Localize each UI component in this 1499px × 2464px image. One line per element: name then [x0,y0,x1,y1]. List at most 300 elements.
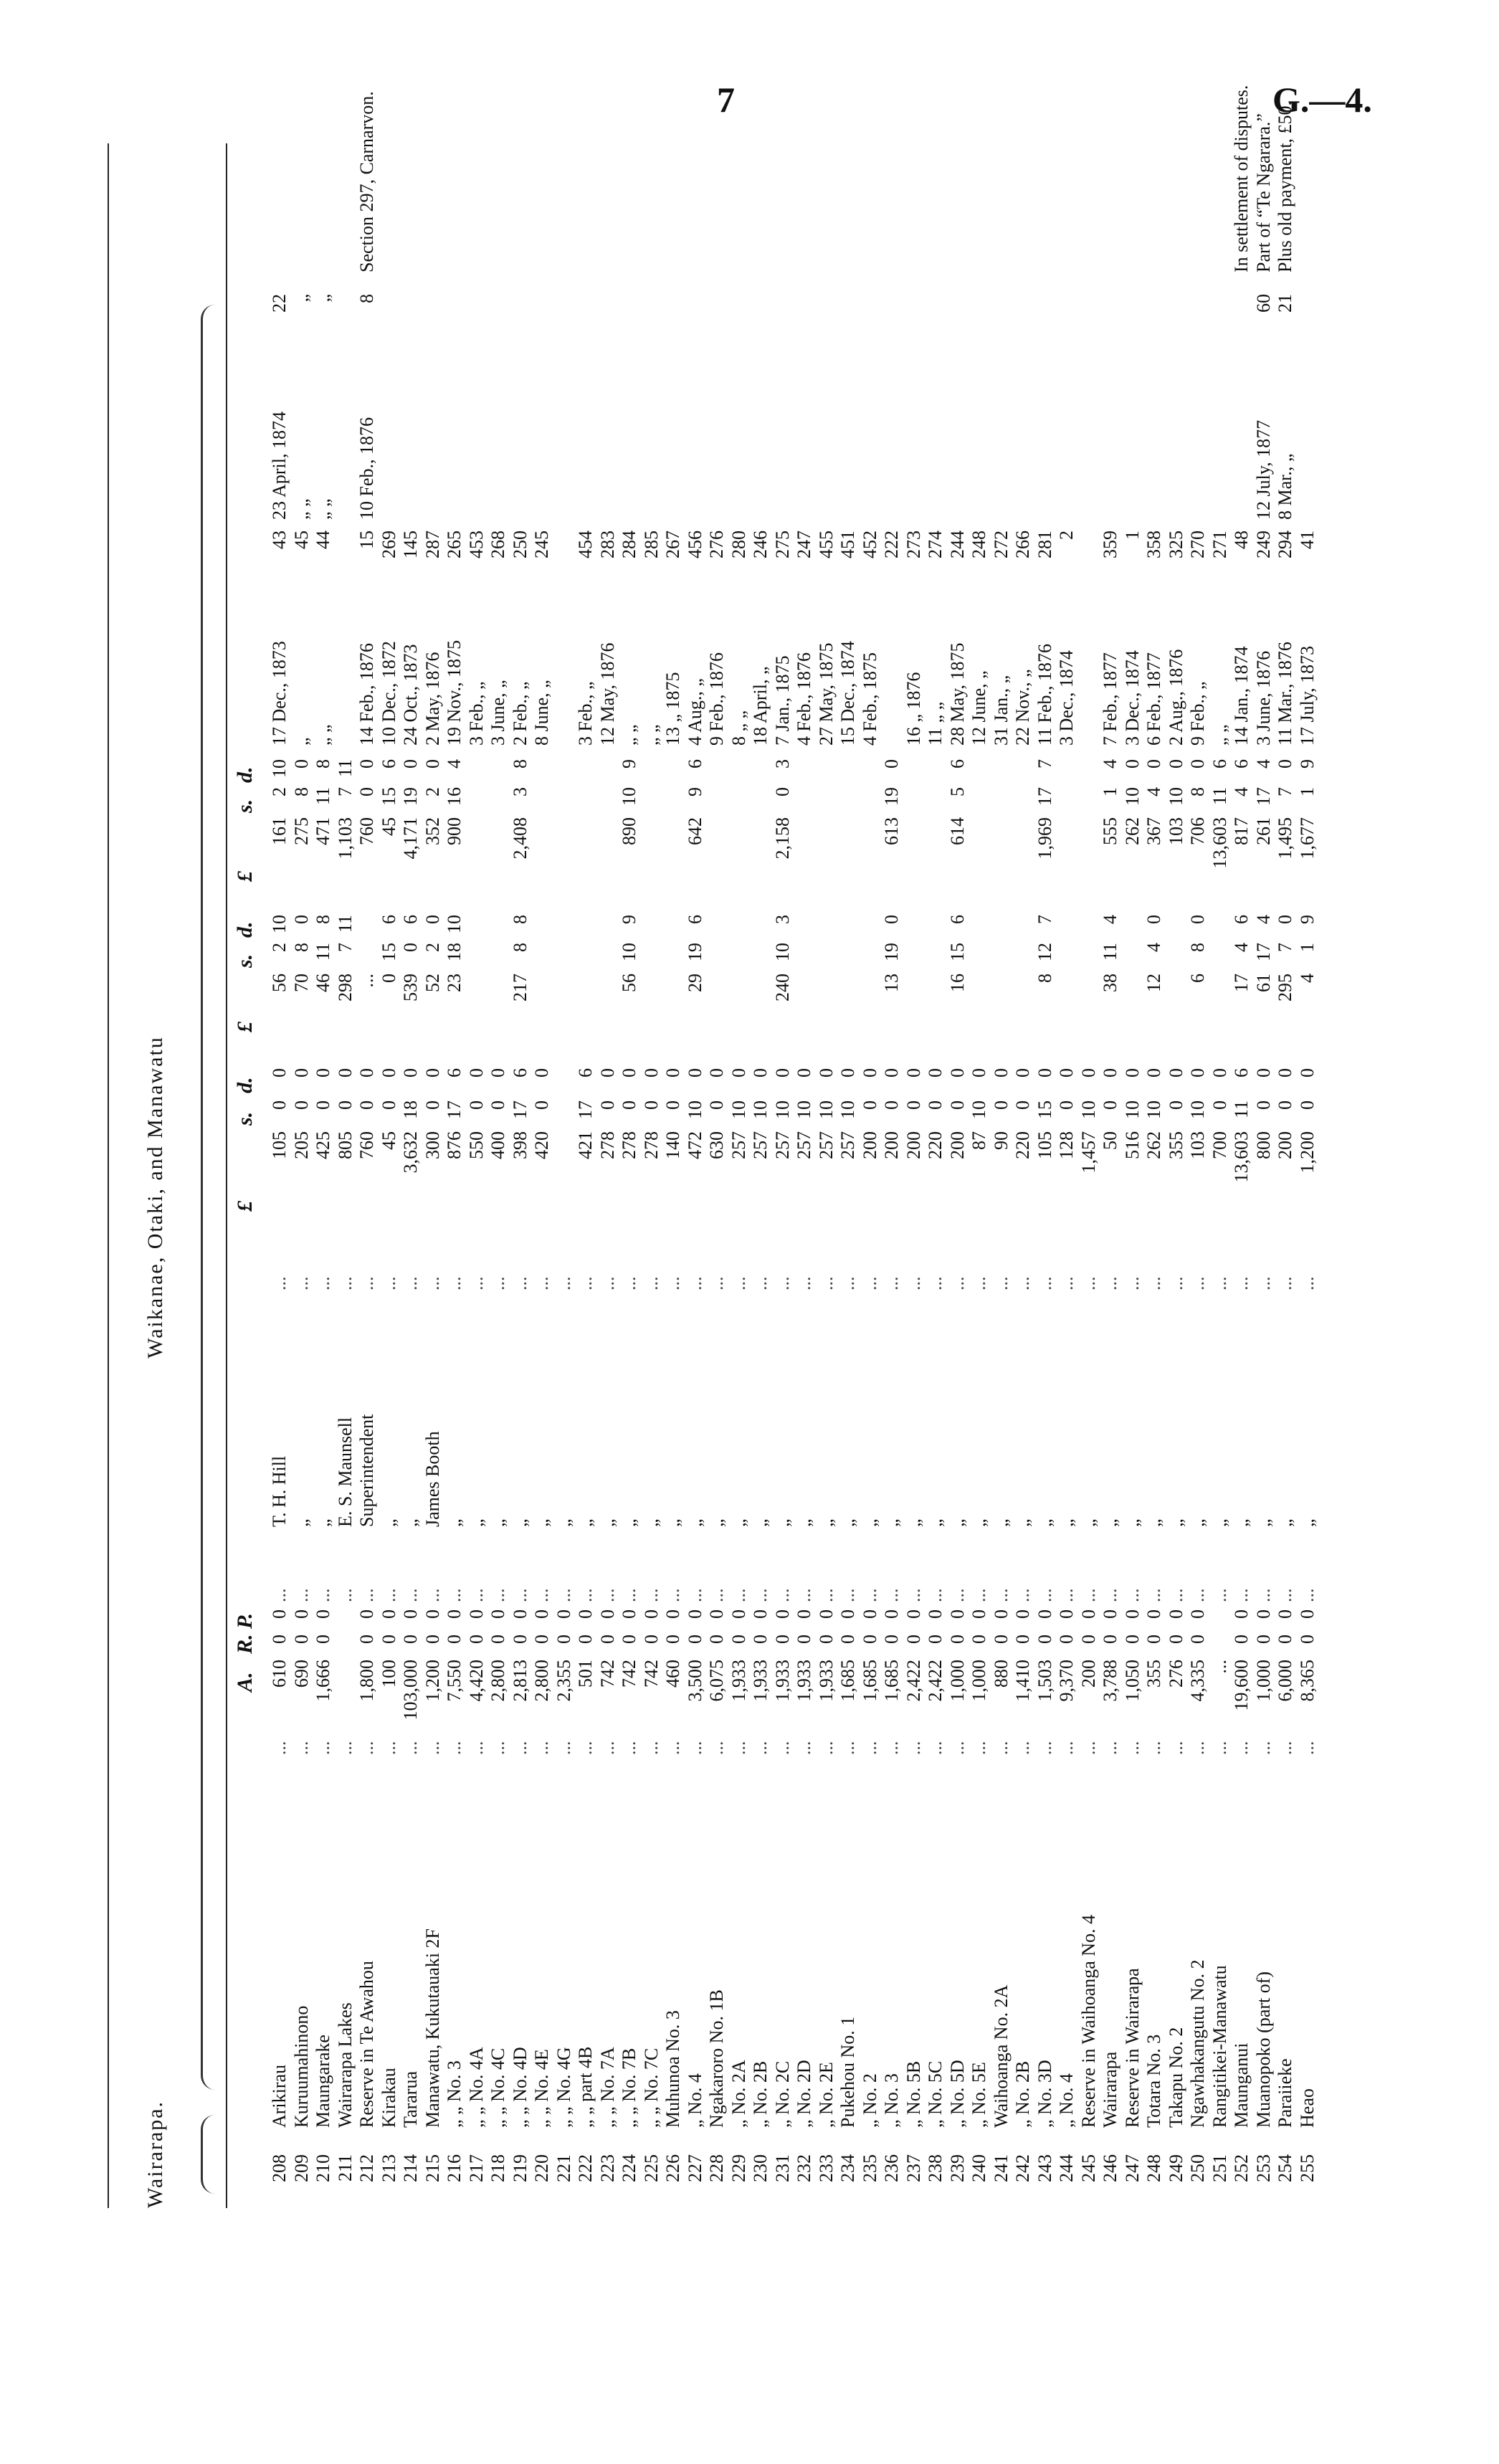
voucher-number: 246 [750,531,771,558]
payment-date: 6 Feb., 1877 [1143,652,1164,746]
leader-dots: ... [1143,1588,1164,1602]
paid-shillings: 10 [1165,787,1186,806]
area-roods [335,1635,356,1656]
leader-dots: ... [946,1276,968,1290]
price-pence: 0 [794,1068,814,1078]
table-row [772,143,794,2208]
payment-date: 18 April, „ [750,666,771,746]
paid-pence: 0 [1187,759,1208,769]
area-perches: 0 [794,1609,814,1619]
table-row [794,143,815,2208]
column-heads [233,143,262,2208]
group-label-wairarapa: Wairarapa. [143,2101,167,2208]
advance-pence: 8 [509,915,530,924]
agent-name: „ [509,1518,530,1527]
area-perches: 0 [969,1609,989,1619]
block-name: „ No. 2B [750,2060,771,2128]
paid-pounds [662,817,684,903]
paid-pounds [816,817,837,903]
certificate-number [1122,294,1143,330]
table-row [1252,113,1275,2208]
area-perches: 0 [575,1609,596,1619]
price-pence: 0 [400,1068,421,1078]
certificate-number [400,294,422,330]
area-perches: 0 [750,1609,771,1619]
agent-name: „ [684,1518,705,1527]
leader-dots: ... [1121,1588,1143,1602]
area-acres: 1,200 [422,1660,443,1702]
price-shillings: 18 [400,1100,421,1119]
agent-name: „ [815,1518,837,1527]
leader-dots: ... [1100,1588,1120,1602]
leader-dots: ... [815,1741,837,1755]
advance-pence: 0 [1187,915,1208,924]
voucher-number: 275 [771,531,793,558]
voucher-number: 274 [925,531,946,558]
advance-shillings [1166,943,1187,971]
block-name: Reserve in Wairarapa [1121,1968,1143,2128]
certificate-date [881,333,903,520]
paid-pounds: 1,677 [1296,817,1318,860]
paid-shillings: 17 [1252,787,1274,806]
leader-dots: ... [1275,1588,1295,1602]
certificate-number [466,294,487,330]
area-acres: 2,813 [509,1660,530,1702]
leader-dots: ... [990,1741,1012,1755]
table-row [816,143,837,2208]
agent-name: „ [1231,1518,1252,1527]
advance-shillings [969,943,990,971]
area-roods: 0 [553,1635,574,1644]
agent-name: „ [859,1518,880,1527]
payment-date: 4 Aug., „ [684,678,705,746]
row-number: 244 [1056,2154,1077,2182]
advance-pence [860,915,881,941]
price-shillings: 0 [662,1100,683,1110]
certificate-number [553,294,575,330]
advance-pence: 9 [1296,915,1318,924]
area-acres: 1,503 [1034,1660,1055,1702]
leader-dots: ... [815,1276,837,1290]
leader-dots: ... [969,1588,989,1602]
area-roods: 0 [509,1635,530,1644]
paid-pounds: 817 [1231,817,1252,845]
paid-shillings: 4 [1143,787,1164,796]
certificate-number [685,294,706,330]
price-pounds: 278 [619,1131,639,1159]
row-number: 233 [815,2154,837,2182]
agent-name: „ [1012,1518,1033,1527]
payment-date [1078,581,1100,746]
row-number: 250 [1187,2154,1208,2182]
paid-pounds: 642 [684,817,705,845]
area-perches [335,1609,356,1631]
table-row [422,143,444,2208]
price-pounds: 1,457 [1077,1131,1099,1174]
advance-pounds [860,974,881,1052]
paid-pounds: 890 [619,817,639,845]
payment-date: 31 Jan., „ [990,675,1012,746]
block-name: Ngawhakangutu No. 2 [1187,1959,1208,2128]
payment-date: 28 May, 1875 [946,642,968,746]
area-roods: 0 [706,1635,727,1644]
price-shillings: 10 [771,1100,793,1119]
agent-name: „ [290,1518,312,1527]
area-roods: 0 [684,1635,705,1644]
table-row [291,143,313,2208]
price-pence: 0 [728,1068,749,1078]
advance-shillings [1209,943,1231,971]
advance-pounds [1209,974,1231,1052]
agent-name: „ [400,1518,421,1527]
payment-date: 11 Mar., 1876 [1275,642,1295,746]
area-roods: 0 [1187,1635,1208,1644]
advance-pounds [1166,974,1187,1052]
leader-dots: ... [1012,1741,1033,1755]
remarks [575,0,596,272]
leader-dots: ... [422,1276,443,1290]
row-number: 212 [356,2154,377,2182]
leader-dots: ... [1056,1741,1077,1755]
area-perches: 0 [684,1609,705,1619]
payment-date: 3 Feb., „ [465,681,487,746]
certificate-date [728,333,750,520]
price-pence: 0 [903,1068,924,1078]
row-number: 229 [728,2154,749,2182]
voucher-number: 358 [1143,531,1164,558]
certificate-date [837,333,859,520]
paid-pounds: 1,969 [1034,817,1055,860]
leader-dots: ... [969,1276,989,1290]
paid-pence: 0 [1143,759,1164,769]
advance-pounds: 6 [1187,974,1208,983]
advance-pence [356,915,378,941]
voucher-number: 270 [1187,531,1208,558]
remarks [794,0,815,272]
leader-dots: ... [640,1741,662,1755]
paid-pounds [991,817,1012,903]
row-number: 245 [1077,2154,1099,2182]
area-acres: 3,788 [1100,1660,1120,1702]
area-acres: 6,000 [1275,1660,1295,1702]
area-roods: 0 [356,1635,377,1644]
paid-pounds [750,817,771,903]
remarks [466,0,487,272]
advance-shillings: 15 [946,943,968,961]
advance-pounds [991,974,1012,1052]
price-shillings: 0 [1165,1100,1186,1110]
paid-shillings: 7 [1275,787,1295,796]
paid-pence [553,759,575,785]
paid-pence [706,759,728,785]
payment-date [553,581,575,746]
area-perches: 0 [1143,1609,1164,1619]
area-acres: 103,000 [400,1660,421,1721]
advance-shillings [860,943,881,971]
paid-shillings [575,787,596,816]
payment-date: 10 Dec., 1872 [378,641,399,746]
paid-shillings: 8 [290,787,312,796]
area-perches: 0 [356,1609,377,1619]
area-perches: 0 [1012,1609,1033,1619]
price-shillings: 17 [575,1100,596,1119]
row-number: 226 [662,2154,683,2182]
paid-pounds: 2,158 [771,817,793,860]
certificate-date [1034,333,1056,520]
paid-pounds [925,817,946,903]
advance-shillings: 11 [313,943,333,961]
leader-dots: ... [728,1276,749,1290]
table-row [444,143,465,2208]
paid-pounds: 760 [356,817,377,845]
block-name: „ „ No. 4A [465,2047,487,2128]
price-shillings: 0 [531,1100,552,1110]
area-roods: 0 [400,1635,421,1644]
area-acres: 1,933 [794,1660,814,1702]
price-pence: 6 [444,1068,465,1078]
price-pence: 0 [925,1068,946,1078]
certificate-number [728,294,750,330]
paid-shillings [903,787,925,816]
agent-name: „ [1209,1518,1230,1527]
advance-shillings: 2 [269,943,290,952]
paid-shillings [553,787,575,816]
price-shillings: 0 [1012,1100,1033,1110]
agent-name: „ [1296,1518,1318,1527]
price-pounds: 630 [706,1131,727,1159]
price-shillings: 0 [1100,1100,1120,1110]
remarks [1187,0,1209,272]
advance-pence: 10 [269,915,290,933]
paid-pounds [553,817,575,903]
certificate-date: 8 Mar., „ [1275,453,1295,520]
col-head-roods: R. [233,1634,257,1654]
payment-date: „ „ [1209,724,1230,746]
price-pounds: 700 [1209,1131,1230,1159]
remarks [903,0,925,272]
price-shillings: 0 [706,1100,727,1110]
advance-pounds: 240 [771,974,793,1002]
leader-dots: ... [1121,1741,1143,1755]
area-perches: 0 [1077,1609,1099,1619]
area-acres: 1,685 [859,1660,880,1702]
paid-pounds: 45 [378,817,399,836]
certificate-number [947,294,969,330]
price-pence: 0 [313,1068,333,1078]
advance-shillings [466,943,487,971]
paid-shillings: 1 [1100,787,1120,796]
advance-pence [969,915,990,941]
advance-pounds: 539 [400,974,421,1002]
area-roods: 0 [269,1635,290,1644]
leader-dots: ... [946,1741,968,1755]
payment-date: 3 Dec., 1874 [1056,650,1077,746]
paid-pounds: 275 [290,817,312,845]
advance-shillings [903,943,925,971]
advance-pounds [597,974,619,1052]
leader-dots: ... [465,1276,487,1290]
price-pence: 0 [531,1068,552,1078]
certificate-date [816,333,837,520]
certificate-number [816,294,837,330]
paid-pounds [706,817,728,903]
leader-dots: ... [596,1276,618,1290]
leader-dots: ... [313,1741,333,1755]
payment-date: 16 „ 1876 [903,672,924,746]
paid-pence: 4 [444,759,465,769]
paid-pounds: 471 [313,817,333,845]
advance-pence [1209,915,1231,941]
leader-dots: ... [269,1276,290,1290]
voucher-number: 269 [378,531,399,558]
leader-dots: ... [1121,1276,1143,1290]
area-perches: 0 [925,1609,946,1619]
paid-pence: 0 [1275,759,1295,769]
table-row [466,143,487,2208]
row-number: 221 [553,2154,574,2182]
voucher-number: 44 [313,531,333,549]
certificate-date [1078,333,1100,520]
paid-pounds: 13,603 [1209,817,1230,869]
leader-dots: ... [378,1741,399,1755]
advance-shillings [706,943,728,971]
area-acres: 1,000 [1252,1660,1274,1702]
certificate-number [1078,294,1100,330]
paid-pounds: 613 [881,817,902,845]
area-roods: 0 [728,1635,749,1644]
price-pounds: 200 [859,1131,880,1159]
remarks [728,0,750,272]
advance-pence [466,915,487,941]
advance-shillings [816,943,837,971]
price-pounds: 300 [422,1131,443,1159]
paid-shillings: 0 [771,787,793,796]
leader-dots: ... [990,1588,1012,1602]
remarks [422,0,444,272]
paid-pence: 8 [509,759,530,769]
leader-dots: ... [1296,1588,1318,1602]
leader-dots: ... [881,1741,902,1755]
paid-shillings [487,787,509,816]
agent-name: „ [553,1518,574,1527]
advance-pence [1122,915,1143,941]
price-pounds: 355 [1165,1131,1186,1159]
paid-pounds [575,817,596,903]
payment-date: 19 Nov., 1875 [444,639,465,746]
block-name: „ „ No. 4E [531,2049,552,2128]
agent-name: „ [1187,1518,1208,1527]
block-name: Kuruumahinono [290,2005,312,2128]
area-perches: 0 [1231,1609,1252,1619]
document-reference: G.—4. [1272,80,1372,120]
price-shillings: 0 [422,1100,443,1110]
certificate-number [706,294,728,330]
paid-shillings [531,787,553,816]
paid-shillings: 11 [313,787,333,806]
voucher-number [335,531,356,581]
advance-shillings [837,943,859,971]
remarks [1012,0,1034,272]
certificate-number [641,294,662,330]
payment-date: 2 Feb., „ [509,681,530,746]
certificate-number [1012,294,1034,330]
price-pence: 0 [990,1068,1012,1078]
voucher-number: 145 [400,531,421,558]
certificate-number [379,294,400,330]
advance-shillings: 11 [1100,943,1120,961]
area-acres: 276 [1165,1660,1186,1688]
price-pounds: 103 [1187,1131,1208,1159]
leader-dots: ... [1252,1741,1274,1755]
agent-name: James Booth [422,1431,443,1527]
certificate-number [531,294,553,330]
leader-dots: ... [290,1276,312,1290]
certificate-date [531,333,553,520]
advance-shillings: 4 [1143,943,1164,952]
area-perches: 0 [1034,1609,1055,1619]
area-acres: 2,800 [487,1660,508,1702]
advance-shillings [641,943,662,971]
certificate-date [925,333,946,520]
area-perches: 0 [946,1609,968,1619]
leader-dots: ... [750,1741,771,1755]
leader-dots: ... [990,1276,1012,1290]
price-pounds: 128 [1056,1131,1077,1159]
paid-pence: 3 [771,759,793,769]
leader-dots: ... [925,1588,946,1602]
leader-dots: ... [903,1276,924,1290]
agent-name: „ [881,1518,902,1527]
area-roods [1209,1635,1231,1656]
price-pounds: 760 [356,1131,377,1159]
block-name: Arikirau [269,2064,290,2128]
paid-pounds [641,817,662,903]
voucher-number: 281 [1034,531,1055,558]
advance-pence: 6 [684,915,705,924]
page-number: 7 [717,80,735,120]
agent-name: T. H. Hill [269,1455,290,1527]
certificate-number [1056,294,1077,330]
area-roods: 0 [969,1635,989,1644]
agent-name: „ [1275,1518,1295,1527]
area-perches: 0 [313,1609,333,1619]
paid-shillings [1056,787,1077,816]
area-acres: 1,933 [771,1660,793,1702]
paid-shillings: 8 [1187,787,1208,796]
row-number: 243 [1034,2154,1055,2182]
remarks [1078,0,1100,272]
voucher-number: 250 [509,531,530,558]
leader-dots: ... [465,1741,487,1755]
area-acres: 501 [575,1660,596,1688]
agent-name: „ [1056,1518,1077,1527]
certificate-number [772,294,794,330]
col-head-acres: A. [233,1672,257,1692]
certificate-date [706,333,728,520]
certificate-date [1056,333,1077,520]
area-acres: 1,933 [815,1660,837,1702]
area-acres: 1,685 [881,1660,902,1702]
payment-date [335,581,356,746]
leader-dots: ... [553,1588,574,1602]
remarks [1209,0,1231,272]
leader-dots: ... [706,1588,727,1602]
row-number: 232 [794,2154,814,2182]
area-acres: 2,800 [531,1660,552,1702]
advance-pounds: 17 [1231,974,1252,992]
paid-shillings [1078,787,1100,816]
paid-shillings [641,787,662,816]
